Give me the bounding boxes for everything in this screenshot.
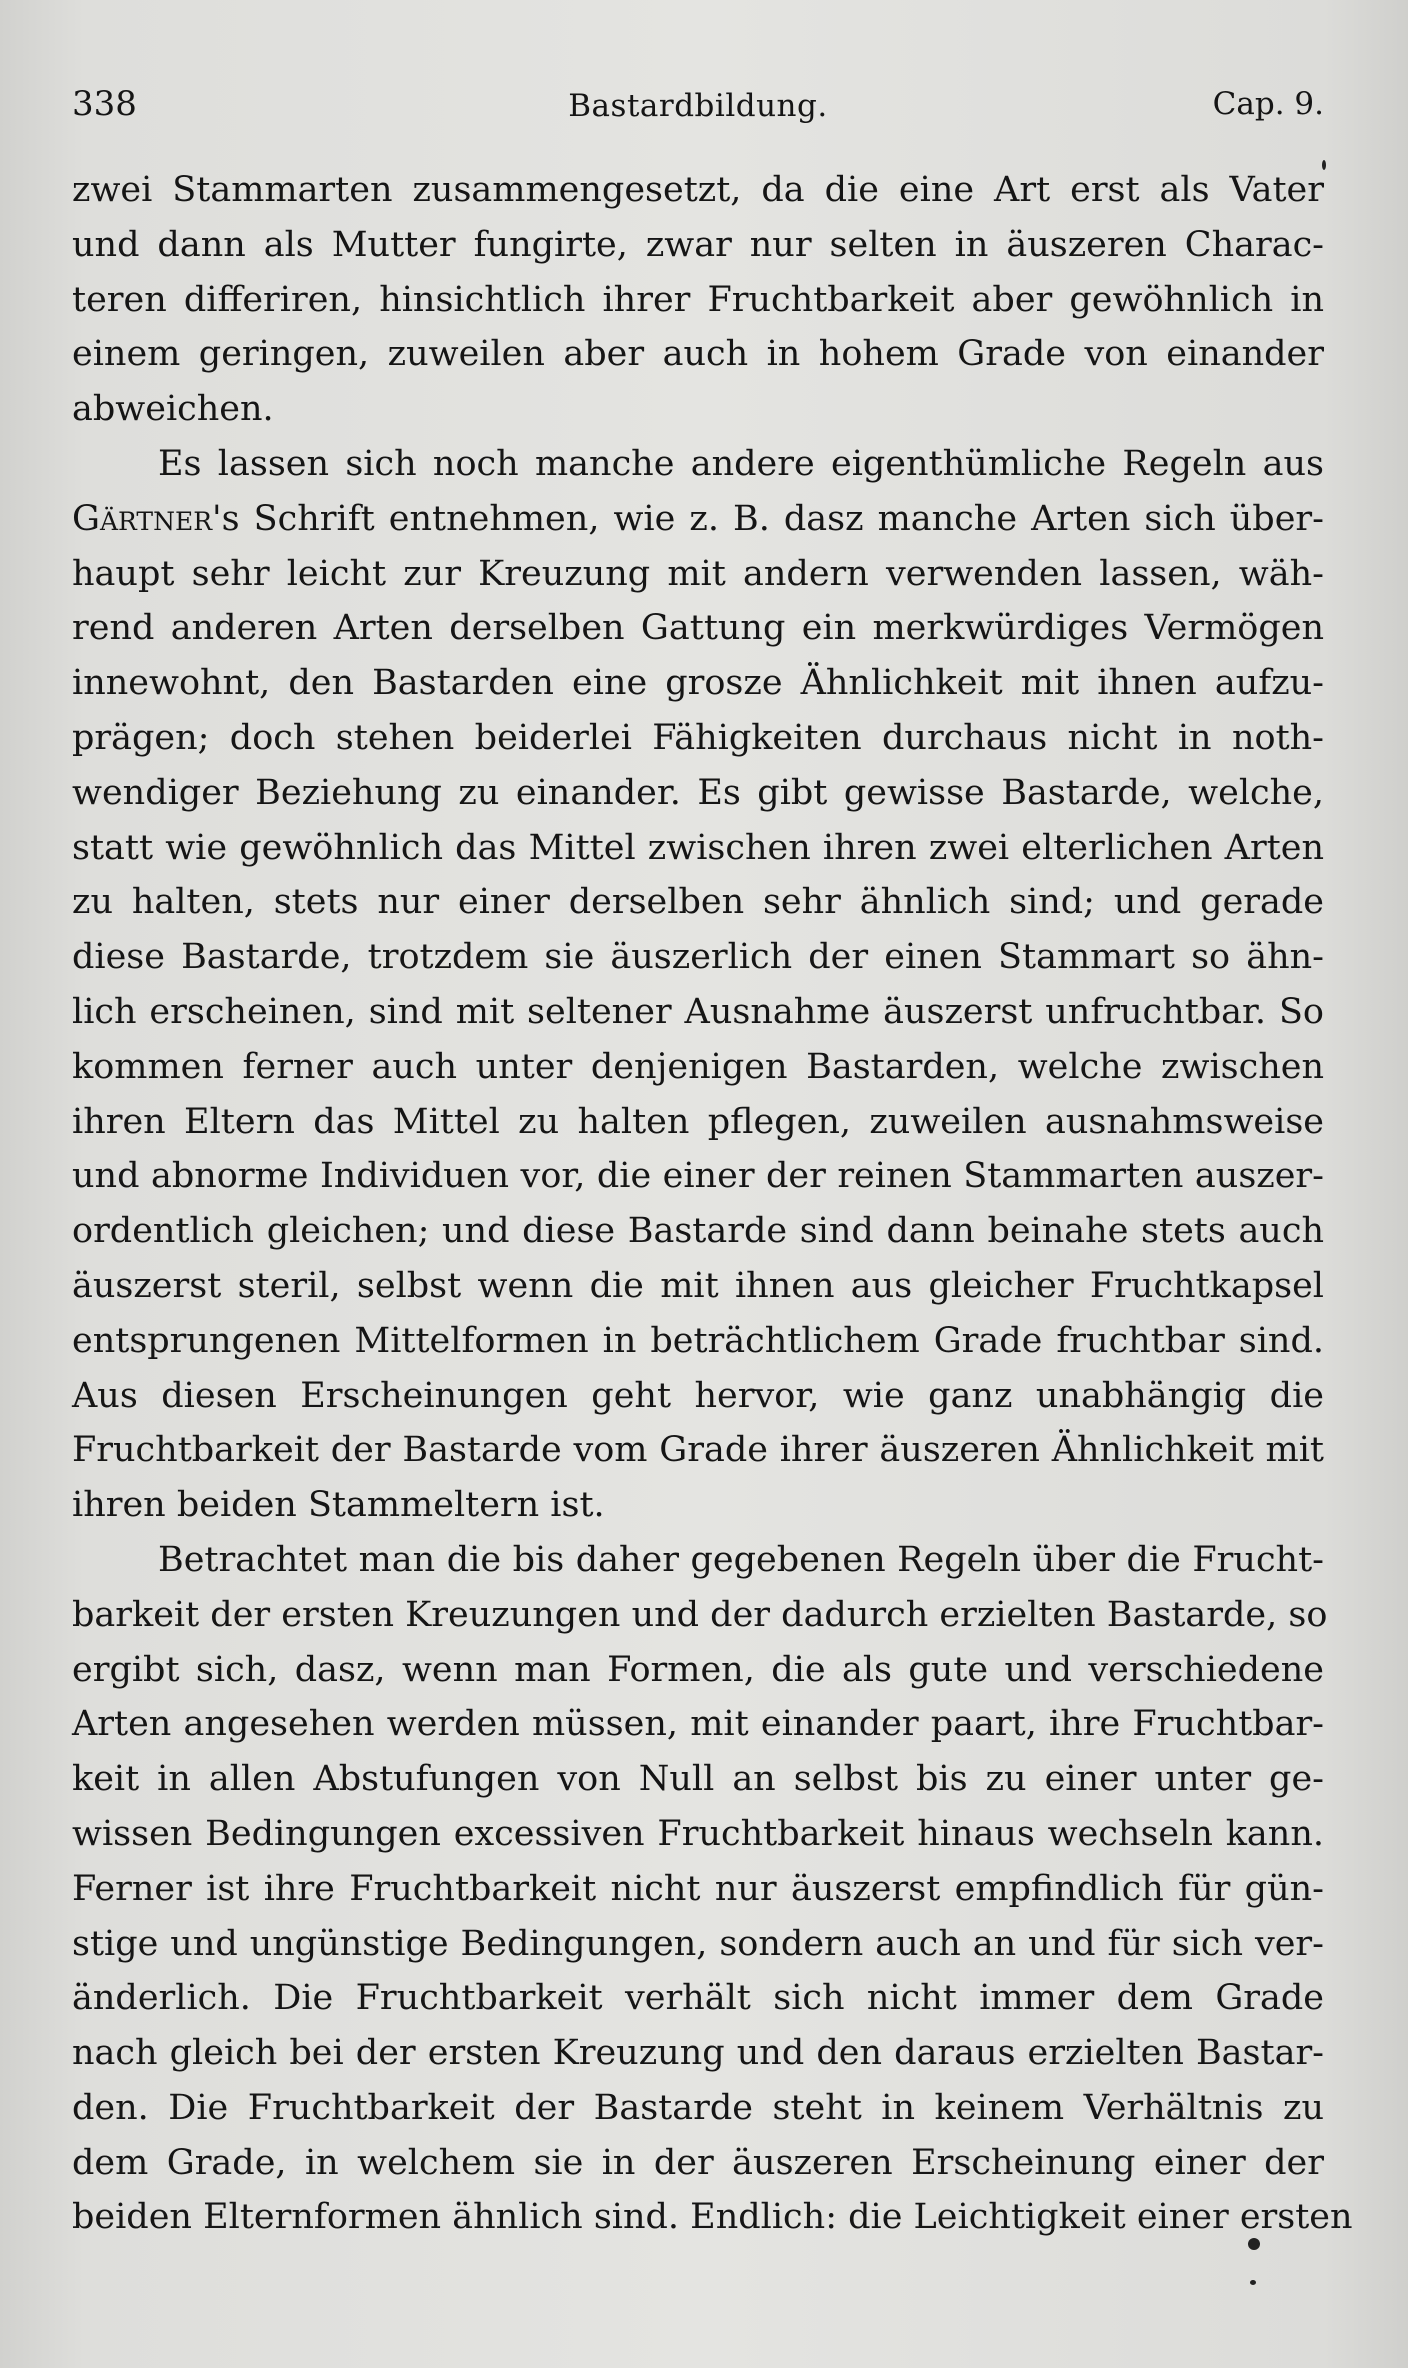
text-line: äuszerst steril, selbst wenn die mit ihnen aus gleicher Fruchtkapsel — [72, 1265, 1324, 1306]
text-line: keit in allen Abstufungen von Null an selbst bis zu einer unter ge- — [72, 1759, 1324, 1800]
running-title: Bastardbildung. — [568, 88, 828, 124]
chapter-label: Cap. 9. — [1212, 86, 1324, 122]
text-line: Arten angesehen werden müssen, mit einander paart, ihre Fruchtbar- — [72, 1704, 1324, 1745]
text-line: ergibt sich, dasz, wenn man Formen, die als gute und verschiedene — [72, 1649, 1324, 1690]
text-line: änderlich. Die Fruchtbarkeit verhält sich nicht immer dem Grade — [72, 1978, 1324, 2019]
text-line: kommen ferner auch unter denjenigen Bastarden, welche zwischen — [72, 1046, 1324, 1087]
ink-speck — [1322, 160, 1326, 170]
text-line: einem geringen, zuweilen aber auch in hohem Grade von einander — [72, 334, 1324, 375]
text-line: zu halten, stets nur einer derselben sehr ähnlich sind; und gerade — [72, 882, 1324, 923]
text-line: diese Bastarde, trotzdem sie äuszerlich der einen Stammart so ähn- — [72, 937, 1324, 978]
text-line: nach gleich bei der ersten Kreuzung und den daraus erzielten Bastar- — [72, 2033, 1324, 2074]
text-line: entsprungenen Mittelformen in beträchtlichem Grade fruchtbar sind. — [72, 1320, 1324, 1361]
text-line: Aus diesen Erscheinungen geht hervor, wie ganz unabhängig die — [72, 1375, 1324, 1416]
text-line: Betrachtet man die bis daher gegebenen Regeln über die Frucht- — [158, 1539, 1324, 1580]
text-line: wissen Bedingungen excessiven Fruchtbarkeit hinaus wechseln kann. — [72, 1813, 1324, 1854]
text-line: ihren beiden Stammeltern ist. — [72, 1485, 605, 1526]
text-line: barkeit der ersten Kreuzungen und der dadurch erzielten Bastarde, so — [72, 1594, 1328, 1635]
text-line: stige und ungünstige Bedingungen, sondern auch an und für sich ver- — [72, 1923, 1324, 1964]
text-line: und abnorme Individuen vor, die einer der reinen Stammarten auszer- — [72, 1156, 1324, 1197]
text-line: Fruchtbarkeit der Bastarde vom Grade ihrer äuszeren Ähnlichkeit mit — [72, 1430, 1324, 1471]
text-line: prägen; doch stehen beiderlei Fähigkeiten durchaus nicht in noth- — [72, 717, 1324, 758]
running-header — [72, 84, 1324, 134]
text-line: ordentlich gleichen; und diese Bastarde sind dann beinahe stets auch — [72, 1211, 1324, 1252]
text-line: Es lassen sich noch manche andere eigenthümliche Regeln aus — [158, 443, 1324, 484]
text-line: innewohnt, den Bastarden eine grosze Ähnlichkeit mit ihnen aufzu- — [72, 663, 1324, 704]
text-fragment: 's Schrift entnehmen, wie z. B. dasz manche Arten sich über- — [212, 498, 1324, 539]
text-line: lich erscheinen, sind mit seltener Ausnahme äuszerst unfruchtbar. So — [72, 991, 1324, 1032]
text-line: wendiger Beziehung zu einander. Es gibt gewisse Bastarde, welche, — [72, 772, 1324, 813]
text-line: dem Grade, in welchem sie in der äuszeren Erscheinung einer der — [72, 2142, 1324, 2183]
text-line: haupt sehr leicht zur Kreuzung mit andern verwenden lassen, wäh- — [72, 553, 1324, 594]
text-line: und dann als Mutter fungirte, zwar nur selten in äuszeren Charac- — [72, 224, 1324, 265]
page-number: 338 — [72, 84, 137, 124]
text-line: ihren Eltern das Mittel zu halten pflegen, zuweilen ausnahmsweise — [72, 1101, 1324, 1142]
text-line: statt wie gewöhnlich das Mittel zwischen ihren zwei elterlichen Arten — [72, 827, 1324, 868]
ink-speck — [1248, 2238, 1260, 2250]
author-name: Gärtner — [72, 498, 213, 539]
body-text — [72, 163, 1353, 2245]
text-line: teren differiren, hinsichtlich ihrer Fruchtbarkeit aber gewöhnlich in — [72, 279, 1324, 320]
text-line: zwei Stammarten zusammengesetzt, da die eine Art erst als Vater — [72, 170, 1324, 210]
text-line: beiden Elternformen ähnlich sind. Endlich: die Leichtigkeit einer ersten — [72, 2197, 1353, 2238]
text-line: abweichen. — [72, 389, 274, 430]
text-line: Ferner ist ihre Fruchtbarkeit nicht nur äuszerst empfindlich für gün- — [72, 1868, 1324, 1909]
ink-speck — [1250, 2280, 1256, 2285]
text-line — [72, 492, 1324, 547]
text-line: den. Die Fruchtbarkeit der Bastarde steht in keinem Verhältnis zu — [72, 2087, 1324, 2128]
text-line: rend anderen Arten derselben Gattung ein merkwürdiges Vermögen — [72, 608, 1324, 649]
